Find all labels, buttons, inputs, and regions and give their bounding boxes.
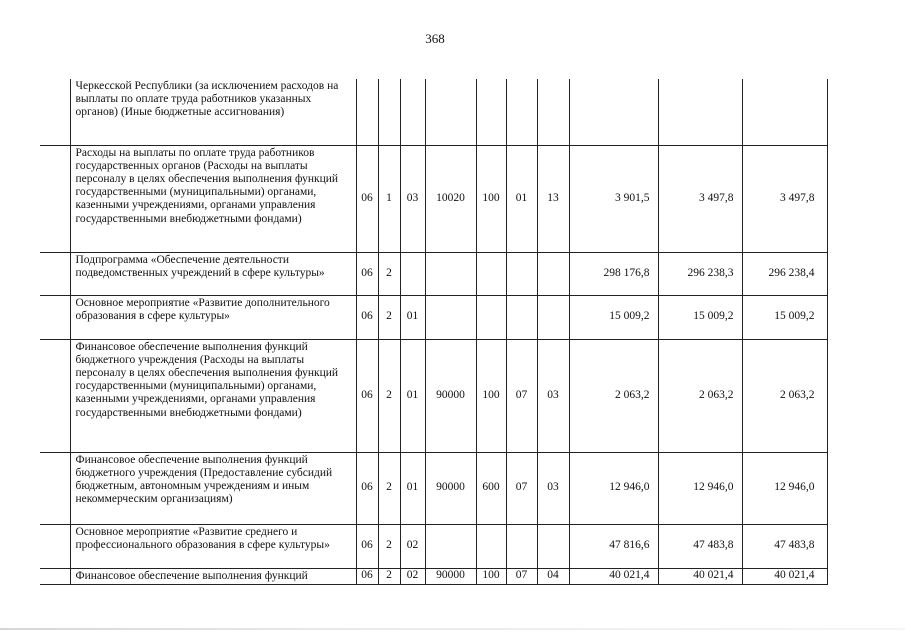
cell-amount-2: 296 238,3	[658, 252, 742, 295]
cell-program: 2	[378, 524, 400, 568]
cell-amount-1: 2 063,2	[569, 339, 658, 452]
cell-expense-type: 100	[476, 339, 506, 452]
row-name: Финансовое обеспечение выполнения функций бюджетного учреждения (Расходы на выплаты персоналу в целях обеспечения выполнения функций государственными (муниципальными) органами, казенными учреждениями, органами управления государственными внебюджетными фондами)	[70, 339, 356, 452]
cell-section	[506, 79, 537, 145]
cell-ministry: 06	[356, 252, 378, 295]
cell-direction: 90000	[425, 452, 476, 524]
cell-direction	[425, 252, 476, 295]
cell-section: 07	[506, 568, 537, 584]
table-row	[40, 79, 827, 145]
budget-table	[40, 79, 828, 585]
table-row	[40, 145, 827, 252]
cell-program	[378, 79, 400, 145]
cell-amount-3	[742, 79, 827, 145]
cell-ministry: 06	[356, 295, 378, 339]
cell-program: 2	[378, 452, 400, 524]
cell-program: 2	[378, 339, 400, 452]
cell-amount-1: 3 901,5	[569, 145, 658, 252]
row-name: Подпрограмма «Обеспечение деятельности подведомственных учреждений в сфере культуры»	[70, 252, 356, 295]
cell-direction: 90000	[425, 339, 476, 452]
scan-artifact-line	[0, 628, 905, 630]
cell-direction: 10020	[425, 145, 476, 252]
cell-activity: 02	[400, 568, 425, 584]
cell-amount-2: 12 946,0	[658, 452, 742, 524]
cell-ministry	[356, 79, 378, 145]
cell-activity: 02	[400, 524, 425, 568]
cell-ministry: 06	[356, 145, 378, 252]
cell-direction: 90000	[425, 568, 476, 584]
cell-amount-2: 3 497,8	[658, 145, 742, 252]
cell-expense-type	[476, 295, 506, 339]
cell-amount-1: 298 176,8	[569, 252, 658, 295]
cell-program: 2	[378, 295, 400, 339]
cell-program: 1	[378, 145, 400, 252]
cell-direction	[425, 295, 476, 339]
cell-program: 2	[378, 252, 400, 295]
table-row	[40, 568, 827, 584]
row-name: Основное мероприятие «Развитие дополнительного образования в сфере культуры»	[70, 295, 356, 339]
cell-activity: 01	[400, 295, 425, 339]
cell-direction	[425, 79, 476, 145]
cell-subsection	[537, 524, 569, 568]
table-row	[40, 452, 827, 524]
cell-expense-type: 100	[476, 145, 506, 252]
cell-expense-type	[476, 79, 506, 145]
cell-expense-type: 100	[476, 568, 506, 584]
cell-amount-1: 12 946,0	[569, 452, 658, 524]
cell-expense-type: 600	[476, 452, 506, 524]
cell-activity: 03	[400, 145, 425, 252]
cell-section	[506, 524, 537, 568]
cell-ministry: 06	[356, 524, 378, 568]
cell-section: 07	[506, 339, 537, 452]
cell-amount-3: 15 009,2	[742, 295, 827, 339]
cell-subsection: 03	[537, 339, 569, 452]
row-name: Черкесской Республики (за исключением расходов на выплаты по оплате труда работников указанных органов) (Иные бюджетные ассигнования)	[70, 79, 356, 145]
cell-activity: 01	[400, 452, 425, 524]
cell-activity: 01	[400, 339, 425, 452]
row-name: Расходы на выплаты по оплате труда работников государственных органов (Расходы на выплаты персоналу в целях обеспечения выполнения функций государственными (муниципальными) органами, казенными учреждениями, органами управления государственными внебюджетными фондами)	[70, 145, 356, 252]
page-number: 368	[425, 31, 445, 46]
cell-section: 07	[506, 452, 537, 524]
cell-subsection	[537, 79, 569, 145]
cell-amount-2: 47 483,8	[658, 524, 742, 568]
cell-subsection: 03	[537, 452, 569, 524]
cell-amount-2: 40 021,4	[658, 568, 742, 584]
cell-amount-1: 47 816,6	[569, 524, 658, 568]
cell-expense-type	[476, 252, 506, 295]
cell-amount-2: 2 063,2	[658, 339, 742, 452]
cell-section	[506, 295, 537, 339]
row-name: Финансовое обеспечение выполнения функций бюджетного учреждения (Предоставление субсидий бюджетным, автономным учреждениям и иным некоммерческим организациям)	[70, 452, 356, 524]
row-name: Финансовое обеспечение выполнения функций	[70, 568, 356, 584]
cell-subsection	[537, 252, 569, 295]
cell-amount-1	[569, 79, 658, 145]
table-row	[40, 339, 827, 452]
cell-amount-1: 40 021,4	[569, 568, 658, 584]
table-row	[40, 252, 827, 295]
cell-direction	[425, 524, 476, 568]
cell-ministry: 06	[356, 568, 378, 584]
cell-subsection	[537, 295, 569, 339]
cell-activity	[400, 79, 425, 145]
cell-amount-1: 15 009,2	[569, 295, 658, 339]
cell-activity	[400, 252, 425, 295]
cell-amount-3: 3 497,8	[742, 145, 827, 252]
cell-amount-3: 47 483,8	[742, 524, 827, 568]
cell-expense-type	[476, 524, 506, 568]
cell-amount-2: 15 009,2	[658, 295, 742, 339]
cell-amount-2	[658, 79, 742, 145]
cell-section	[506, 252, 537, 295]
cell-amount-3: 2 063,2	[742, 339, 827, 452]
cell-subsection: 13	[537, 145, 569, 252]
cell-amount-3: 296 238,4	[742, 252, 827, 295]
cell-ministry: 06	[356, 452, 378, 524]
cell-section: 01	[506, 145, 537, 252]
cell-amount-3: 40 021,4	[742, 568, 827, 584]
row-name: Основное мероприятие «Развитие среднего и профессионального образования в сфере культуры»	[70, 524, 356, 568]
cell-subsection: 04	[537, 568, 569, 584]
cell-ministry: 06	[356, 339, 378, 452]
cell-amount-3: 12 946,0	[742, 452, 827, 524]
table-row	[40, 524, 827, 568]
table-row	[40, 295, 827, 339]
cell-program: 2	[378, 568, 400, 584]
